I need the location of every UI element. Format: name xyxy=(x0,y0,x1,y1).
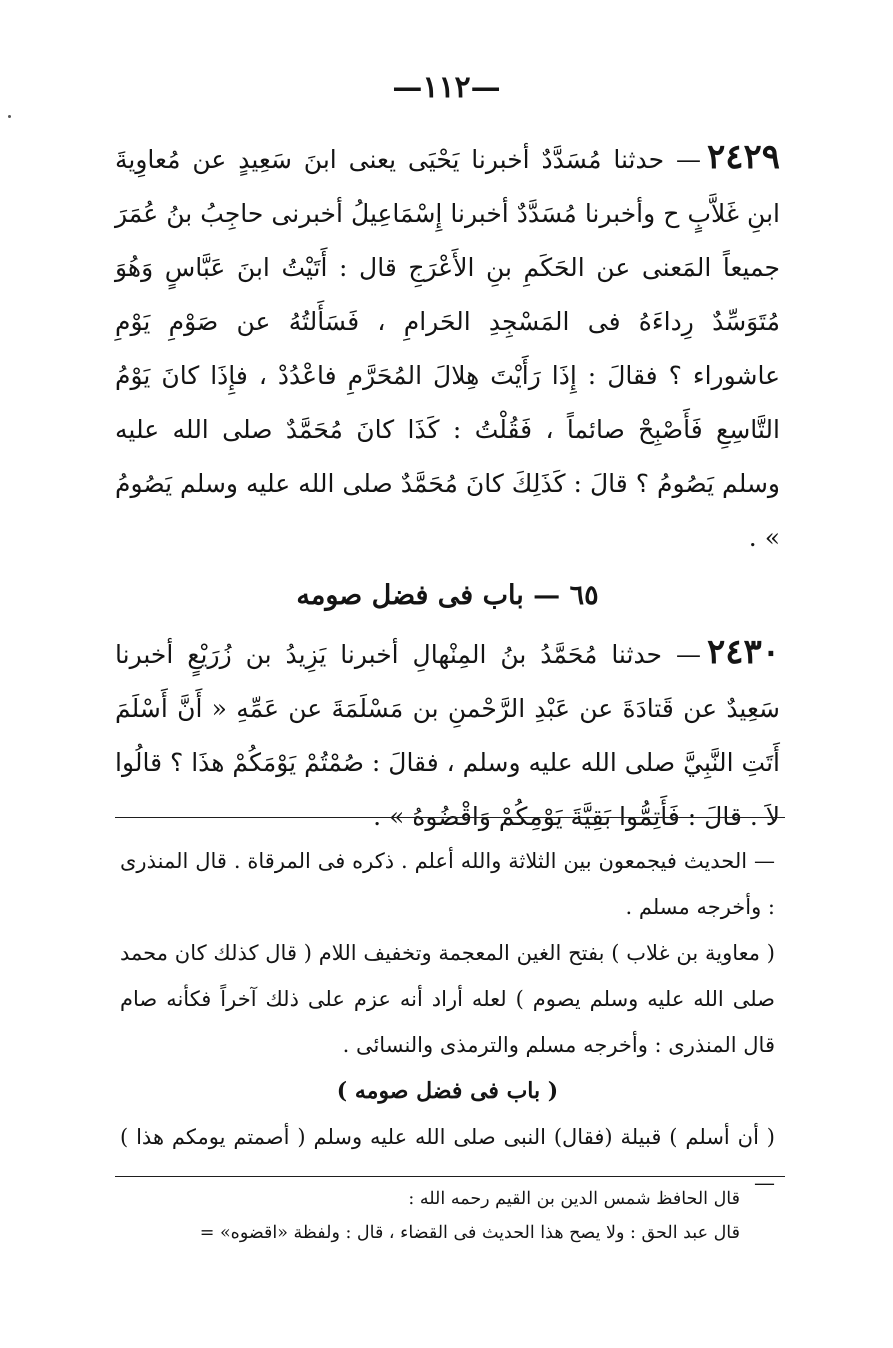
main-text xyxy=(115,130,780,844)
hadith-text: — حدثنا مُحَمَّدُ بنُ المِنْهالِ أخبرنا يَزِيدُ بن زُرَيْعٍ أخبرنا سَعِيدٌ عن قَتادَةَ عن عَبْدِ الرَّحْمنِ بن مَسْلَمَةَ عن عَمِّهِ « أَنَّ أَسْلَمَ أَتَتِ النَّبِيَّ صلى الله عليه وسلم ، فقالَ : صُمْتُمْ يَوْمَكُمْ هذَا ؟ قالُوا لاَ . قالَ : فَأَتِمُّوا بَقِيَّةَ يَوْمِكُمْ وَاقْضُوهُ » . xyxy=(115,640,780,831)
hadith-number: ٢٤٢٩ xyxy=(706,137,780,177)
commentary-paragraph: ( أن أسلم ) قبيلة (فقال) النبى صلى الله عليه وسلم ( أصمتم يومكم هذا ) — xyxy=(120,1125,775,1195)
hadith-text: — حدثنا مُسَدَّدٌ أخبرنا يَحْيَى يعنى ابنَ سَعِيدٍ عن مُعاوِيةَ ابنِ غَلاَّبٍ ح وأخبرنا مُسَدَّدٌ أخبرنا إِسْمَاعِيلُ أخبرنى حاجِبُ بنُ عُمَرَ جميعاً المَعنى عن الحَكَمِ بنِ الأَعْرَجِ قال : أَتَيْتُ ابنَ عَبَّاسٍ وَهُوَ مُتَوَسِّدٌ رِداءَهُ فى المَسْجِدِ الحَرامِ ، فَسَأَلتُهُ عن صَوْمِ يَوْمِ عاشوراء ؟ فقالَ : إِذَا رَأَيْتَ هِلالَ المُحَرَّمِ فاعْدُدْ ، فإِذَا كانَ يَوْمُ التَّاسِعِ فَأَصْبِحْ صائماً ، فَقُلْتُ : كَذَا كانَ مُحَمَّدٌ صلى الله عليه وسلم يَصُومُ ؟ قالَ : كَذَلِكَ كانَ مُحَمَّدٌ صلى الله عليه وسلم يَصُومُ » . xyxy=(115,145,780,552)
chapter-heading: ٦٥ — باب فى فضل صومه xyxy=(296,580,599,611)
hadith-2429 xyxy=(115,130,780,565)
scan-speck xyxy=(8,115,11,118)
commentary-paragraph: ( معاوية بن غلاب ) بفتح الغين المعجمة وتخفيف اللام ( قال كذلك كان محمد صلى الله عليه وسلم يصوم ) لعله أراد أنه عزم على ذلك آخراً فكأنه صام قال المنذرى : وأخرجه مسلم والترمذى والنسائى . xyxy=(120,941,775,1057)
footnotes xyxy=(120,1182,740,1250)
commentary xyxy=(120,838,775,1206)
page-number: —١١٢— xyxy=(392,70,501,105)
hadith-number: ٢٤٣٠ xyxy=(706,632,781,672)
commentary-chapter-heading: ( باب فى فضل صومه ) xyxy=(336,1078,559,1104)
footnote-line: قال عبد الحق : ولا يصح هذا الحديث فى القضاء ، قال : ولفظة «اقضوه» = xyxy=(199,1223,740,1243)
footnote-line: قال الحافظ شمس الدين بن القيم رحمه الله : xyxy=(408,1189,740,1209)
commentary-paragraph: — الحديث فيجمعون بين الثلاثة والله أعلم . ذكره فى المرقاة . قال المنذرى : وأخرجه مسلم . xyxy=(120,849,775,919)
divider-line xyxy=(115,1176,785,1177)
divider-line xyxy=(115,817,785,818)
hadith-2430 xyxy=(115,625,780,844)
